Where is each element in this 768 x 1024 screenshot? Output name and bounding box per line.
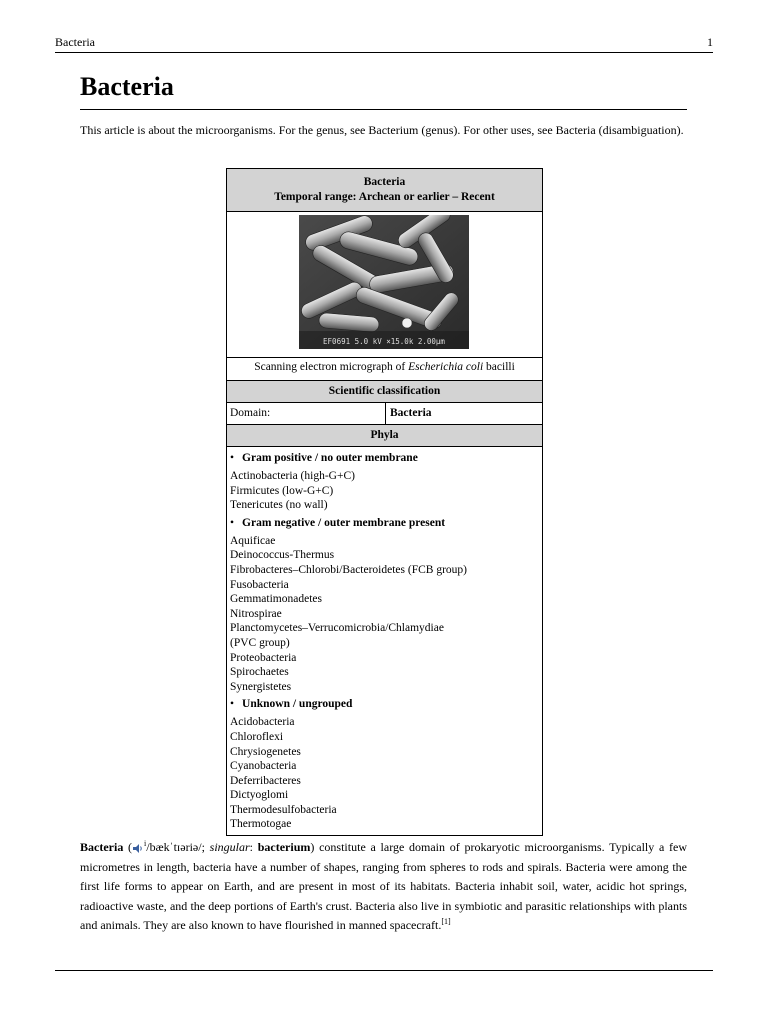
intro-body: ) constitute a large domain of prokaryotic microorganisms. Typically a few micrometres in length, bacteria have a number of shapes, ranging from spheres to rods and spirals. Bacteria were among the first life forms to appear on Earth, and are present in most of its habitats. Bacteria inhabit soil, water, acidic hot springs, radioactive waste, and the deep portions of Earth's crust. Bacteria also live in symbiotic and parasitic relationships with plants and animals. They are also known to have flourished in manned spacecraft. bbox=[80, 840, 687, 932]
taxobox-name: Bacteria bbox=[363, 176, 406, 188]
phylum-item[interactable]: Deinococcus-Thermus bbox=[230, 549, 335, 562]
phylum-item[interactable]: Chloroflexi bbox=[230, 730, 284, 743]
running-head-title: Bacteria bbox=[55, 35, 95, 49]
classification-heading: Scientific classification bbox=[227, 381, 542, 403]
phyla-group bbox=[230, 513, 539, 534]
header-rule bbox=[55, 52, 713, 53]
phylum-item[interactable]: Fusobacteria bbox=[230, 578, 289, 591]
reference-link[interactable]: [1] bbox=[441, 917, 451, 926]
singular-label: singular bbox=[209, 840, 250, 854]
taxobox-image-cell bbox=[227, 212, 542, 357]
domain-row bbox=[227, 403, 542, 425]
pronunciation-info-link[interactable]: i bbox=[144, 839, 147, 848]
phylum-item[interactable]: Actinobacteria (high-G+C) bbox=[230, 470, 355, 482]
taxobox bbox=[226, 168, 543, 836]
taxobox-caption bbox=[227, 357, 542, 381]
phylum-item[interactable]: Nitrospirae bbox=[230, 607, 282, 620]
intro-term: Bacteria bbox=[80, 840, 124, 854]
micrograph-image bbox=[299, 215, 469, 349]
phyla-list bbox=[227, 447, 542, 835]
intro-paragraph: Bacteria ( $^i$/bækˈtɪəriə/; singular: bacterium) constitute a large domain of prokaryotic microorganisms. Typically a few micrometres in length, bacteria have a number of shapes, ranging from spheres to rods and spirals. Bacteria were among the first life forms to appear on Earth, and are present in most of its habitats. Bacteria inhabit soil, water, acidic hot springs, radioactive waste, and the deep portions of Earth's crust. Bacteria also live in symbiotic and parasitic relationships with plants and animals. They are also known to have flourished in manned spacecraft.[1] bbox=[80, 839, 687, 932]
phyla-group-label: Gram positive / no outer membrane bbox=[242, 452, 418, 464]
page-title: Bacteria bbox=[80, 72, 174, 101]
phyla-heading: Phyla bbox=[227, 425, 542, 447]
domain-label: Domain: bbox=[227, 403, 386, 424]
domain-value: Bacteria bbox=[390, 407, 432, 419]
phylum-item[interactable]: Fibrobacteres–Chlorobi/Bacteroidetes (FCB group) bbox=[230, 563, 467, 576]
singular-term: bacterium bbox=[257, 840, 311, 854]
phylum-item[interactable]: Chrysiogenetes bbox=[230, 745, 301, 758]
phylum-item[interactable]: Gemmatimonadetes bbox=[230, 593, 322, 606]
phyla-group-label: Unknown / ungrouped bbox=[242, 698, 353, 711]
phyla-group bbox=[230, 448, 539, 469]
bullet-icon: • bbox=[230, 516, 235, 529]
ipa: /bækˈtɪəriə/ bbox=[146, 840, 202, 854]
phylum-item[interactable]: Firmicutes (low-G+C) bbox=[230, 484, 334, 497]
speaker-icon[interactable] bbox=[132, 843, 144, 854]
phylum-item[interactable]: Tenericutes (no wall) bbox=[230, 499, 328, 512]
phylum-item[interactable]: (PVC group) bbox=[230, 636, 290, 649]
running-head bbox=[55, 35, 713, 52]
phylum-item[interactable]: Synergistetes bbox=[230, 680, 292, 693]
phylum-item[interactable]: Spirochaetes bbox=[230, 666, 289, 679]
taxobox-header bbox=[227, 169, 542, 212]
taxobox-temporal-range: Temporal range: Archean or earlier – Recent bbox=[274, 191, 495, 203]
bullet-icon: • bbox=[230, 698, 235, 711]
phylum-item[interactable]: Cyanobacteria bbox=[230, 760, 297, 773]
phylum-item[interactable]: Thermotogae bbox=[230, 818, 292, 831]
phylum-item[interactable]: Thermodesulfobacteria bbox=[230, 803, 337, 816]
hatnote: This article is about the microorganisms. For the genus, see Bacterium (genus). For other uses, see Bacteria (disambiguation). bbox=[80, 123, 684, 137]
phylum-item[interactable]: Deferribacteres bbox=[230, 774, 301, 787]
micrograph-scale-label: EF0691 5.0 kV ×15.0k 2.00µm bbox=[323, 337, 445, 346]
phylum-item[interactable]: Dictyoglomi bbox=[230, 789, 289, 802]
phyla-group bbox=[230, 694, 539, 715]
caption-prefix: Scanning electron micrograph of bbox=[254, 361, 409, 373]
footer-rule bbox=[55, 970, 713, 971]
caption-species: Escherichia coli bbox=[408, 361, 484, 373]
phylum-item[interactable]: Aquificae bbox=[230, 534, 276, 547]
phylum-item[interactable]: Acidobacteria bbox=[230, 716, 295, 729]
bullet-icon: • bbox=[230, 452, 235, 464]
caption-suffix: bacilli bbox=[483, 361, 515, 373]
title-rule bbox=[80, 109, 687, 110]
phylum-item[interactable]: Planctomycetes–Verrucomicrobia/Chlamydiae bbox=[230, 622, 444, 635]
open-paren: ( bbox=[123, 840, 133, 854]
phylum-item[interactable]: Proteobacteria bbox=[230, 651, 297, 664]
page-number: 1 bbox=[707, 35, 713, 49]
phyla-group-label: Gram negative / outer membrane present bbox=[242, 516, 446, 529]
singular-sep: : bbox=[249, 840, 258, 854]
